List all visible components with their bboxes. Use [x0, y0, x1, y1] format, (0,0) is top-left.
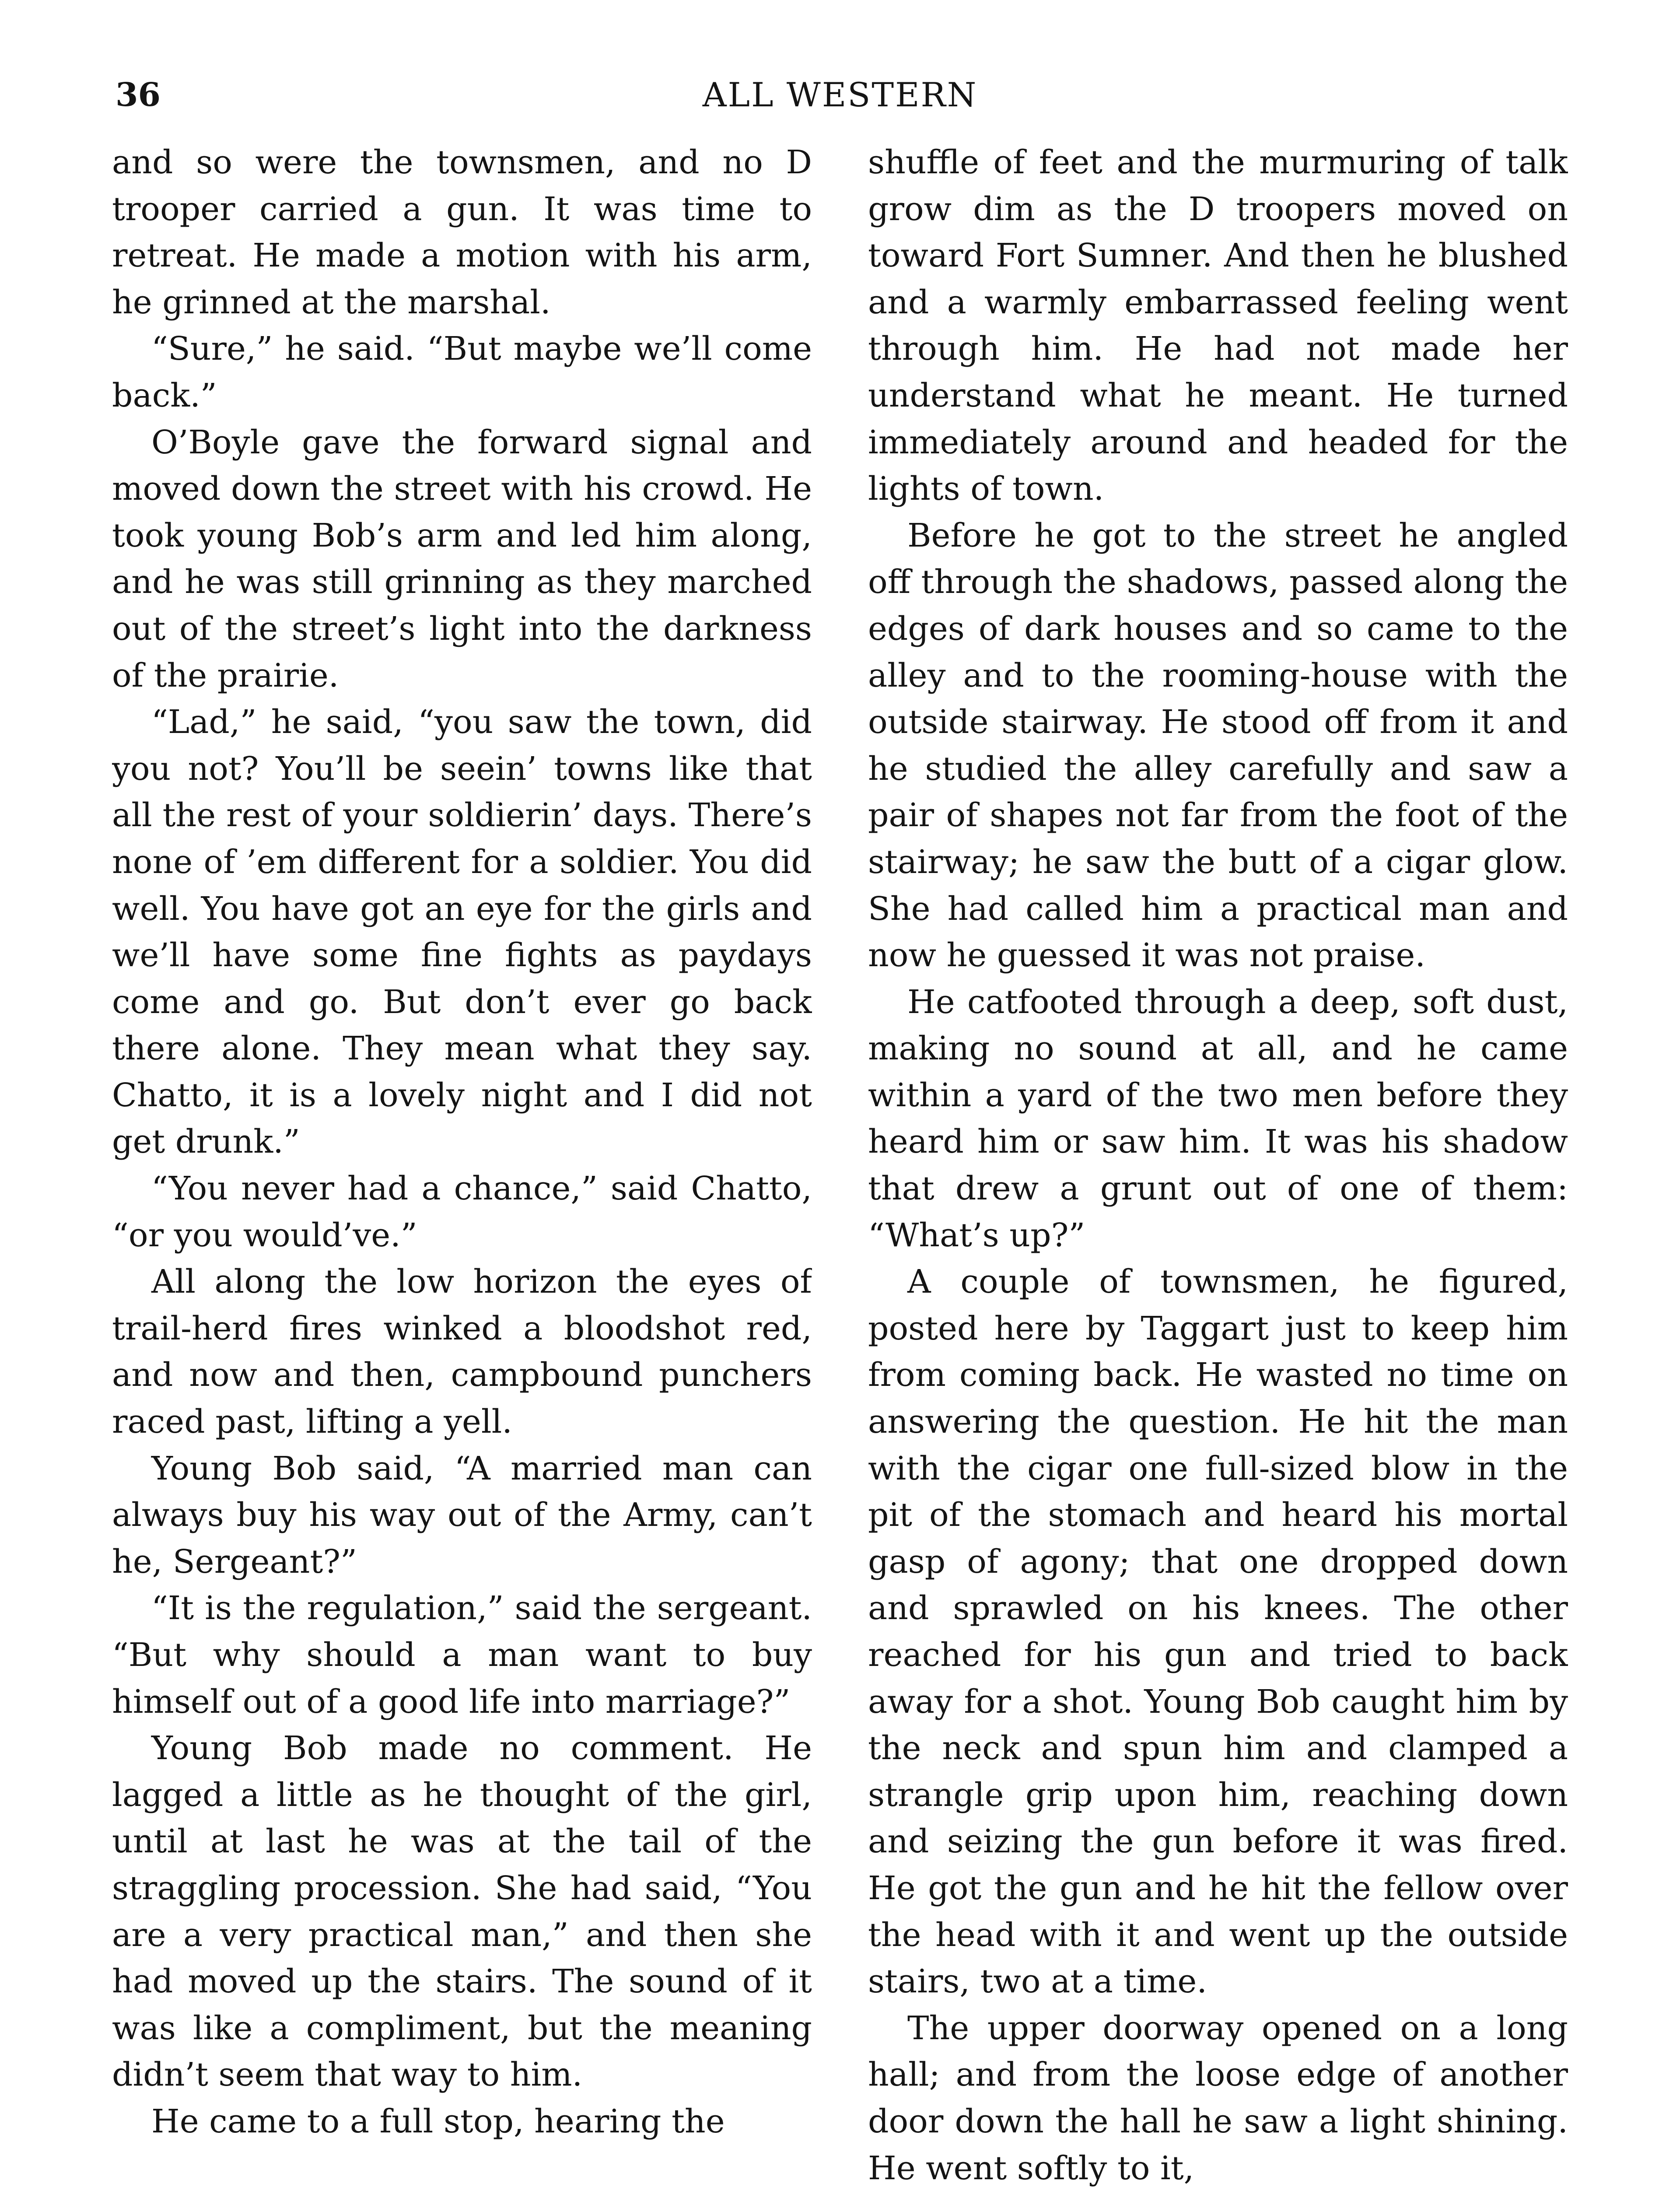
paragraph: O’Boyle gave the forward signal and moved down the street with his crowd. He took young Bob’s arm and led him along, and he was still grinning as they marched out of the street’s light into the darkness of the prairie.: [112, 423, 812, 694]
paragraph: A couple of townsmen, he figured, posted here by Taggart just to keep him from coming back. He wasted no time on answering the question. He hit the man with the cigar one full-sized blow in the pit of the stomach and heard his mortal gasp of agony; that one dropped down and sprawled on his knees. The other reached for his gun and tried to back away for a shot. Young Bob caught him by the neck and spun him and clamped a strangle grip upon him, reaching down and seizing the gun before it was fired. He got the gun and he hit the fellow over the head with it and went up the outside stairs, two at a time.: [868, 1263, 1568, 2001]
paragraph: “It is the regulation,” said the sergeant. “But why should a man want to buy himself out of a good life into marriage?”: [112, 1589, 812, 1721]
paragraph: “Sure,” he said. “But maybe we’ll come back.”: [112, 330, 812, 414]
paragraph: The upper doorway opened on a long hall; and from the loose edge of another door down the hall he saw a light shining. He went softly to it,: [868, 2009, 1568, 2187]
paragraph: Before he got to the street he angled off through the shadows, passed along the edges of dark houses and so came to the alley and to the rooming-house with the outside stairway. He stood off from it and he studied the alley carefully and saw a pair of shapes not far from the foot of the stairway; he saw the butt of a cigar glow. She had called him a practical man and now he guessed it was not praise.: [868, 516, 1568, 975]
left-column: [112, 139, 812, 2188]
paragraph: Young Bob made no comment. He lagged a little as he thought of the girl, until at last he was at the tail of the straggling procession. She had said, “You are a very practical man,” and then she had moved up the stairs. The sound of it was like a compliment, but the meaning didn’t seem that way to him.: [112, 1729, 812, 2094]
paragraph: shuffle of feet and the murmuring of talk grow dim as the D troopers moved on toward Fort Sumner. And then he blushed and a warmly embarrassed feeling went through him. He had not made her understand what he meant. He turned immediately around and headed for the lights of town.: [868, 144, 1568, 508]
paragraph: Young Bob said, “A married man can always buy his way out of the Army, can’t he, Sergeant?”: [112, 1449, 812, 1581]
paragraph: All along the low horizon the eyes of trail-herd fires winked a bloodshot red, and now and then, campbound punchers raced past, lifting a yell.: [112, 1263, 812, 1441]
text-columns: [112, 139, 1568, 2188]
paragraph: “You never had a chance,” said Chatto, “or you would’ve.”: [112, 1170, 812, 1254]
right-column: [868, 139, 1568, 2188]
page-number: 36: [116, 76, 161, 114]
paragraph: “Lad,” he said, “you saw the town, did you not? You’ll be seein’ towns like that all the rest of your soldierin’ days. There’s none of ’em different for a soldier. You did well. You have got an eye for the girls and we’ll have some fine fights as paydays come and go. But don’t ever go back there alone. They mean what they say. Chatto, it is a lovely night and I did not get drunk.”: [112, 703, 812, 1161]
paragraph: He catfooted through a deep, soft dust, making no sound at all, and he came within a yard of the two men before they heard him or saw him. It was his shadow that drew a grunt out of one of them: “What’s up?”: [868, 983, 1568, 1254]
page-header: [112, 71, 1568, 119]
paragraph: and so were the townsmen, and no D trooper carried a gun. It was time to retreat. He made a motion with his arm, he grinned at the marshal.: [112, 144, 812, 321]
running-title: ALL WESTERN: [702, 75, 978, 114]
paragraph: He came to a full stop, hearing the: [151, 2102, 725, 2140]
